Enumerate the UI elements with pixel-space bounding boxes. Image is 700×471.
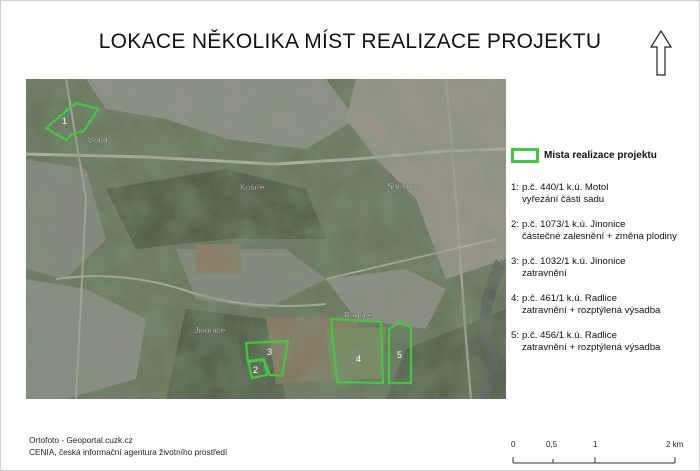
legend-item-parcel: p.č. 456/1 k.ú. Radlice	[522, 330, 617, 341]
place-label-kosire: Košíře	[240, 182, 265, 192]
legend	[511, 146, 696, 367]
site-number-5: 5	[397, 350, 403, 360]
legend-item-number: 3:	[511, 256, 520, 267]
legend-item-parcel: p.č. 1073/1 k.ú. Jinonice	[522, 219, 626, 230]
legend-items	[511, 182, 696, 354]
legend-item	[511, 219, 696, 243]
scale-label-0: 0	[511, 440, 516, 449]
credit-ortofoto: Ortofoto - Geoportal.cuzk.cz	[29, 435, 133, 445]
credit-cenia: CENIA, česká informační agentura životního prostředí	[29, 447, 228, 457]
legend-item	[511, 256, 696, 280]
legend-item-parcel: p.č. 461/1 k.ú. Radlice	[522, 293, 617, 304]
place-label-motol: Motol	[87, 135, 108, 145]
legend-header	[511, 146, 696, 164]
legend-item-action: zatravnění	[522, 268, 567, 279]
scale-ruler	[509, 451, 689, 467]
place-label-smichov: Smíchov	[387, 181, 421, 191]
legend-item	[511, 182, 696, 206]
site-number-4: 4	[356, 354, 362, 364]
legend-item-number: 5:	[511, 330, 520, 341]
legend-item-parcel: p.č. 440/1 k.ú. Motol	[522, 182, 609, 193]
legend-title: Mista realizace projektu	[544, 149, 657, 161]
legend-item-action: částečné zalesnění + změna plodiny	[522, 231, 677, 242]
legend-item-action: vyřezání části sadu	[522, 194, 605, 205]
legend-item-action: zatravnění + rozptýlená výsadba	[522, 342, 661, 353]
legend-item-parcel: p.č. 1032/1 k.ú. Jinonice	[522, 256, 626, 267]
legend-item-number: 1:	[511, 182, 520, 193]
legend-item	[511, 330, 696, 354]
orthophoto-map[interactable]	[26, 79, 506, 399]
legend-item-number: 2:	[511, 219, 520, 230]
place-label-jinonice: Jinonice	[194, 325, 226, 335]
scale-label-half: 0,5	[546, 440, 558, 449]
legend-swatch-green	[511, 148, 539, 163]
page-title: LOKACE NĚKOLIKA MÍST REALIZACE PROJEKTU	[98, 30, 602, 53]
site-number-2: 2	[253, 365, 259, 375]
legend-item	[511, 293, 696, 317]
scale-label-1: 1	[593, 440, 598, 449]
map-credits	[29, 434, 227, 458]
legend-item-action: zatravnění + rozptýlená výsadba	[522, 305, 661, 316]
north-arrow-icon	[650, 30, 672, 76]
site-number-1: 1	[62, 116, 68, 126]
legend-item-number: 4:	[511, 293, 520, 304]
scale-label-2km: 2 km	[666, 440, 684, 449]
site-number-3: 3	[267, 347, 273, 357]
scale-bar	[509, 436, 689, 470]
place-label-radlice: Radlice	[344, 310, 373, 320]
